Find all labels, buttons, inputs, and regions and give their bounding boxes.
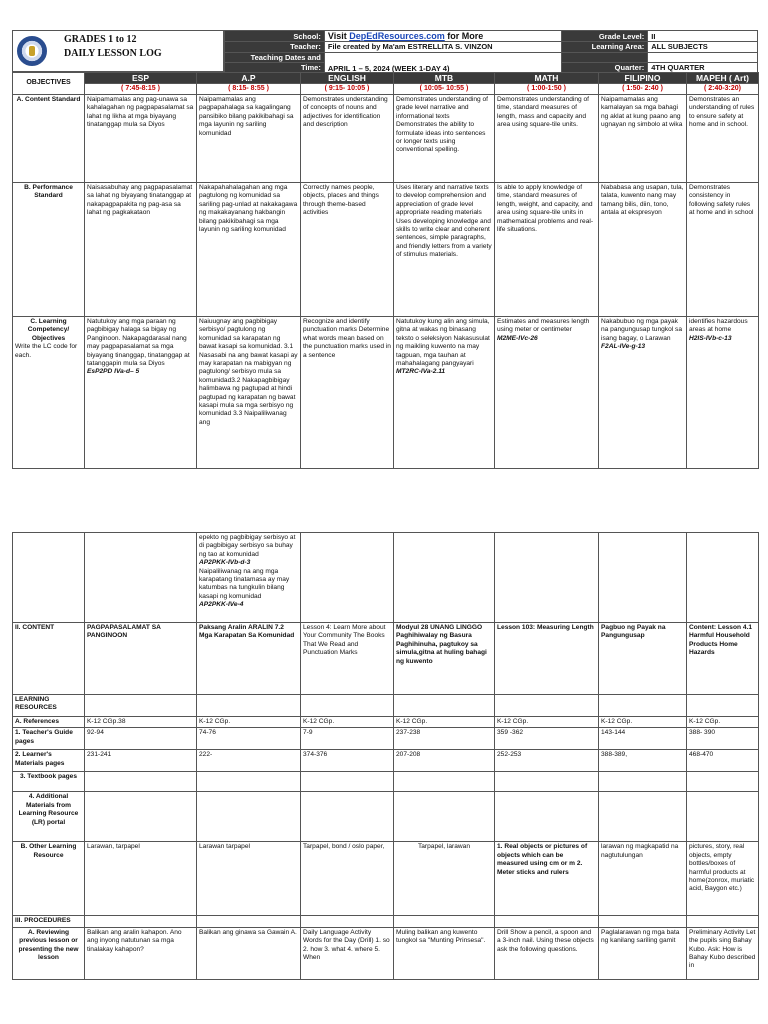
learning-resources-label: LEARNING RESOURCES — [13, 695, 85, 717]
content-standard-mapeh: Demonstrates an understanding of rules to ensure safety at home and in school. — [687, 95, 759, 183]
competency-mtb-text: Natutukoy kung alin ang simula, gitna at wakas ng binasang teksto o seleksiyon Nakasusulat ng maikling kuwento na may tagpuan, mga tauhan at mahahalagang pangyayari — [396, 318, 490, 368]
content-ap: Paksang Aralin ARALIN 7.2 Mga Karapatan Sa Komunidad — [197, 623, 301, 695]
learners-materials-row — [13, 750, 759, 772]
competency-math-text: Estimates and measures length using meter or centimeter — [497, 318, 590, 334]
deped-seal-box — [12, 30, 50, 72]
school-label: School: — [225, 31, 325, 42]
references-ap: K-12 CGp. — [197, 717, 301, 728]
rv-english: Daily Language Activity Words for the Day (Drill) 1. so 2. how 3. what 4. where 5. When — [301, 927, 394, 979]
competency-label-cell — [13, 317, 85, 469]
competency-note: Write the LC code for each. — [15, 343, 78, 359]
am-ap — [197, 792, 301, 842]
performance-standard-ap: Nakapahahalagahan ang mga pagtulong ng komunidad sa sariling pag-unlad at nakakagawa ng makakayanang hakbangin bilang pakikibahagi sa mga layunin ng sariling komunidad — [197, 183, 301, 317]
references-mtb: K-12 CGp. — [394, 717, 495, 728]
tb-math — [495, 772, 599, 792]
content-english: Lesson 4: Learn More about Your Community The Books That We Read and Punctuation Marks — [301, 623, 394, 695]
competency-mtb-code: MT2RC-IVa-2.11 — [396, 368, 446, 376]
continuation-ap-code-1: AP2PKK-IVb-d-3 — [199, 559, 251, 567]
performance-standard-row — [13, 183, 759, 317]
title-line-1: GRADES 1 to 12 — [64, 34, 137, 45]
lm-esp: 231-241 — [85, 750, 197, 772]
lm-mapeh: 468-470 — [687, 750, 759, 772]
or-ap: Larawan tarpapel — [197, 842, 301, 916]
school-prefix: Visit — [327, 31, 350, 41]
school-value — [324, 31, 562, 42]
school-suffix: for More — [444, 31, 484, 41]
time-math: ( 1:00-1:50 ) — [495, 84, 599, 95]
lr-mapeh — [687, 695, 759, 717]
time-filipino: ( 1:50- 2:40 ) — [599, 84, 687, 95]
pr-mapeh — [687, 916, 759, 927]
rv-ap: Balikan ang ginawa sa Gawain A. — [197, 927, 301, 979]
textbook-row — [13, 772, 759, 792]
content-mapeh: Content: Lesson 4.1 Harmful Household Products Home Hazards — [687, 623, 759, 695]
subject-ap: A.P — [197, 73, 301, 84]
pr-math — [495, 916, 599, 927]
competency-filipino-text: Nakabubuo ng mga payak na pangungusap tungkol sa isang bagay, o Larawan — [601, 318, 683, 342]
continuation-ap-text-2: Naipaliliwanag na ang mga karapatang tinatamasa ay may katumbas na tungkulin bilang kasapi ng komunidad — [199, 567, 290, 600]
quarter-spacer — [648, 52, 758, 63]
content-standard-ap: Naipamamalas ang pagpapahalaga sa kagalingang pansibiko bilang pakikibahagi sa mga layunin ng sariling komunidad — [197, 95, 301, 183]
content-label: II. CONTENT — [13, 623, 85, 695]
tg-english: 7-9 — [301, 728, 394, 750]
lr-english — [301, 695, 394, 717]
continuation-ap-code-2: AP2PKK-IVe-4 — [199, 601, 244, 609]
competency-mapeh — [687, 317, 759, 469]
tb-filipino — [599, 772, 687, 792]
or-mapeh: pictures, story, real objects, empty bottles/boxes of harmful products at home(zonrox, muriatic acid, Baygon etc.) — [687, 842, 759, 916]
content-standard-row — [13, 95, 759, 183]
procedures-row — [13, 916, 759, 927]
tb-ap — [197, 772, 301, 792]
references-math: K-12 CGp. — [495, 717, 599, 728]
dates-label — [225, 52, 325, 63]
pr-mtb — [394, 916, 495, 927]
objectives-header: OBJECTIVES — [13, 73, 85, 95]
teacher-value: File created by Ma'am ESTRELLITA S. VINZON — [324, 42, 562, 53]
competency-label: C. Learning Competency/ Objectives — [27, 318, 70, 342]
continuation-esp — [85, 533, 197, 623]
competency-mapeh-code: H2IS-IVb-c-13 — [689, 334, 732, 342]
competency-math-code: M2ME-IVc-26 — [497, 334, 538, 342]
tb-mapeh — [687, 772, 759, 792]
subject-english: ENGLISH — [301, 73, 394, 84]
continuation-label — [13, 533, 85, 623]
competency-mtb — [394, 317, 495, 469]
tb-mtb — [394, 772, 495, 792]
deped-seal-icon — [17, 36, 47, 66]
rv-mtb: Muling balikan ang kuwento tungkol sa "Munting Prinsesa". — [394, 927, 495, 979]
time-ap: ( 8:15- 8:55 ) — [197, 84, 301, 95]
references-label: A. References — [13, 717, 85, 728]
subject-filipino: FILIPINO — [599, 73, 687, 84]
page-two — [0, 532, 768, 1012]
references-filipino: K-12 CGp. — [599, 717, 687, 728]
or-esp: Larawan, tarpapel — [85, 842, 197, 916]
teachers-guide-label: 1. Teacher's Guide pages — [13, 728, 85, 750]
dates-label-1: Teaching Dates and — [250, 52, 321, 62]
additional-materials-row — [13, 792, 759, 842]
continuation-mtb — [394, 533, 495, 623]
deped-resources-link[interactable]: DepEdResources.com — [349, 31, 445, 41]
content-standard-filipino: Naipamamalas ang kamalayan sa mga bahagi ng aklat at kung paano ang ugnayan ng simbolo at wika — [599, 95, 687, 183]
or-english: Tarpapel, bond / oslo paper, — [301, 842, 394, 916]
lr-ap — [197, 695, 301, 717]
competency-ap — [197, 317, 301, 469]
teacher-label: Teacher: — [225, 42, 325, 53]
references-mapeh: K-12 CGp. — [687, 717, 759, 728]
content-filipino: Pagbuo ng Payak na Pangungusap — [599, 623, 687, 695]
competency-mapeh-text: identifies hazardous areas at home — [689, 318, 748, 334]
document-title — [50, 30, 224, 72]
or-mtb: Tarpapel, larawan — [394, 842, 495, 916]
continuation-filipino — [599, 533, 687, 623]
tb-esp — [85, 772, 197, 792]
reviewing-row — [13, 927, 759, 979]
lm-english: 374-376 — [301, 750, 394, 772]
competency-esp-code: EsP2PD IVa-d– 5 — [87, 368, 140, 376]
am-mtb — [394, 792, 495, 842]
grade-value: II — [648, 31, 758, 42]
header — [12, 30, 758, 72]
tg-mtb: 237-238 — [394, 728, 495, 750]
subject-mtb: MTB — [394, 73, 495, 84]
pr-filipino — [599, 916, 687, 927]
lr-math — [495, 695, 599, 717]
teachers-guide-row — [13, 728, 759, 750]
competency-english-text: Recognize and identify punctuation marks Determine what words mean based on the punctuation marks used in a sentence — [303, 318, 391, 359]
header-grid — [224, 30, 758, 74]
subject-mapeh: MAPEH ( Art) — [687, 73, 759, 84]
references-english: K-12 CGp. — [301, 717, 394, 728]
competency-english — [301, 317, 394, 469]
pr-esp — [85, 916, 197, 927]
tg-mapeh: 388- 390 — [687, 728, 759, 750]
time-mtb: ( 10:05- 10:55 ) — [394, 84, 495, 95]
or-math: 1. Real objects or pictures of objects which can be measured using cm or m 2. Meter sticks and rulers — [495, 842, 599, 916]
time-esp: ( 7:45-8:15 ) — [85, 84, 197, 95]
page-one — [0, 0, 768, 470]
performance-standard-label: B. Performance Standard — [13, 183, 85, 317]
continuation-english — [301, 533, 394, 623]
tg-esp: 92-94 — [85, 728, 197, 750]
tg-ap: 74-76 — [197, 728, 301, 750]
quarter-value: 4TH QUARTER — [648, 63, 758, 74]
content-mtb: Modyul 28 UNANG LINGGO Paghihiwalay ng Basura Paghihinuha, pagtukoy sa simula,gitna at huling bahagi ng kuwento — [394, 623, 495, 695]
competency-row — [13, 317, 759, 469]
rv-math: Drill Show a pencil, a spoon and a 3-inch nail. Using these objects ask the following questions. — [495, 927, 599, 979]
quarter-label: Quarter: — [562, 63, 648, 74]
textbook-label: 3. Textbook pages — [13, 772, 85, 792]
competency-esp-text: Natutukoy ang mga paraan ng pagbibigay halaga sa bigay ng Panginoon. Nakapagdarasal nang may pagpapasalamat sa mga biyayang tinanggap, tinatanggap at tatanggapin mula sa Diyos — [87, 318, 190, 368]
tg-math: 359 -362 — [495, 728, 599, 750]
content-math: Lesson 103: Measuring Length — [495, 623, 599, 695]
performance-standard-english: Correctly names people, objects, places and things through theme-based activities — [301, 183, 394, 317]
lesson-log-table-page-2 — [12, 532, 759, 980]
continuation-math — [495, 533, 599, 623]
continuation-mapeh — [687, 533, 759, 623]
subject-math: MATH — [495, 73, 599, 84]
am-math — [495, 792, 599, 842]
dates-value: APRIL 1 – 5, 2024 (WEEK 1-DAY 4) — [324, 52, 562, 73]
or-filipino: larawan ng magkapatid na nagtutulungan — [599, 842, 687, 916]
rv-filipino: Paglalarawan ng mga bata ng kanilang sariling gamit — [599, 927, 687, 979]
performance-standard-mapeh: Demonstrates consistency in following safety rules at home and in school — [687, 183, 759, 317]
competency-filipino-code: F2AL-IVe-g-13 — [601, 343, 646, 351]
am-english — [301, 792, 394, 842]
content-standard-mtb: Demonstrates understanding of grade level narrative and informational texts Demonstrates the ability to formulate ideas into sentences or longer texts using conventional spelling. — [394, 95, 495, 183]
performance-standard-esp: Naisasabuhay ang pagpapasalamat sa lahat ng biyayang tinatanggap at nakapagpapakita ng pag-asa sa lahat ng pagkakataon — [85, 183, 197, 317]
lm-filipino: 388-389, — [599, 750, 687, 772]
learning-resources-row — [13, 695, 759, 717]
time-mapeh: ( 2:40-3:20) — [687, 84, 759, 95]
lm-ap: 222- — [197, 750, 301, 772]
dates-label-2: Time: — [225, 63, 325, 74]
rv-mapeh: Preliminary Activity Let the pupils sing Bahay Kubo. Ask: How is Bahay Kubo described in — [687, 927, 759, 979]
quarter-label-spacer — [562, 52, 648, 63]
content-standard-math: Demonstrates understanding of time, standard measures of length, mass and capacity and area using square-tile units. — [495, 95, 599, 183]
pr-ap — [197, 916, 301, 927]
am-mapeh — [687, 792, 759, 842]
continuation-row — [13, 533, 759, 623]
lr-filipino — [599, 695, 687, 717]
am-esp — [85, 792, 197, 842]
continuation-ap-text: epekto ng pagbibigay serbisyo at di pagbibigay serbisyo sa buhay ng tao at komunidad — [199, 534, 296, 558]
lesson-log-table-page-1 — [12, 72, 759, 469]
content-standard-esp: Naipamamalas ang pag-unawa sa kahalagahan ng pagpapasalamat sa lahat ng likha at mga biyayang tinatanggap mula sa Diyos — [85, 95, 197, 183]
additional-materials-label: 4. Additional Materials from Learning Resource (LR) portal — [13, 792, 85, 842]
references-esp: K-12 CGp.38 — [85, 717, 197, 728]
content-standard-label: A. Content Standard — [13, 95, 85, 183]
competency-ap-text: Naiuugnay ang pagbibigay serbisyo/ pagtulong ng komunidad sa karapatan ng bawat kasapi sa komunidad. 3.1 Nasasabi na ang bawat kasapi ay may karapatan na mabigyan ng pagtulong/ serbisyo mula sa komunidad3.2 Nakapagbibigay halimbawa ng pagtupad at hindi pagtupad ng karapatan ng bawat kasapi mula sa mga serbisyo ng komunidad 3.3 Naipaliliwanag ang — [199, 318, 298, 426]
performance-standard-mtb: Uses literary and narrative texts to develop comprehension and appreciation of grade level appropriate reading materials Uses developing knowledge and skills to write clear and coherent sentences, simple paragraphs, and friendly letters from a variety of stimulus materials. — [394, 183, 495, 317]
content-esp: PAGPAPASALAMAT SA PANGINOON — [85, 623, 197, 695]
competency-math — [495, 317, 599, 469]
title-line-2: DAILY LESSON LOG — [64, 48, 162, 59]
tb-english — [301, 772, 394, 792]
grade-label: Grade Level: — [562, 31, 648, 42]
lr-mtb — [394, 695, 495, 717]
references-row — [13, 717, 759, 728]
tg-filipino: 143-144 — [599, 728, 687, 750]
other-resources-row — [13, 842, 759, 916]
learners-materials-label: 2. Learner's Materials pages — [13, 750, 85, 772]
competency-esp — [85, 317, 197, 469]
rv-esp: Balikan ang aralin kahapon. Ano ang inyong natutunan sa mga tinalakay kahapon? — [85, 927, 197, 979]
subject-esp: ESP — [85, 73, 197, 84]
lm-math: 252-253 — [495, 750, 599, 772]
other-resources-label: B. Other Learning Resource — [13, 842, 85, 916]
procedures-label: III. PROCEDURES — [13, 916, 85, 927]
competency-filipino — [599, 317, 687, 469]
content-standard-english: Demonstrates understanding of concepts of nouns and adjectives for identification and description — [301, 95, 394, 183]
lr-esp — [85, 695, 197, 717]
pr-english — [301, 916, 394, 927]
time-english: ( 9:15- 10:05 ) — [301, 84, 394, 95]
continuation-ap — [197, 533, 301, 623]
performance-standard-filipino: Nababasa ang usapan, tula, talata, kuwento nang may tamang bilis, diin, tono, antala at ekspresyon — [599, 183, 687, 317]
performance-standard-math: Is able to apply knowledge of time, standard measures of length, weight, and capacity, and area using square-tile units in mathematical problems and real-life situations. — [495, 183, 599, 317]
area-value: ALL SUBJECTS — [648, 42, 758, 53]
reviewing-label: A. Reviewing previous lesson or presenting the new lesson — [13, 927, 85, 979]
area-label: Learning Area: — [562, 42, 648, 53]
am-filipino — [599, 792, 687, 842]
lm-mtb: 207-208 — [394, 750, 495, 772]
content-row — [13, 623, 759, 695]
